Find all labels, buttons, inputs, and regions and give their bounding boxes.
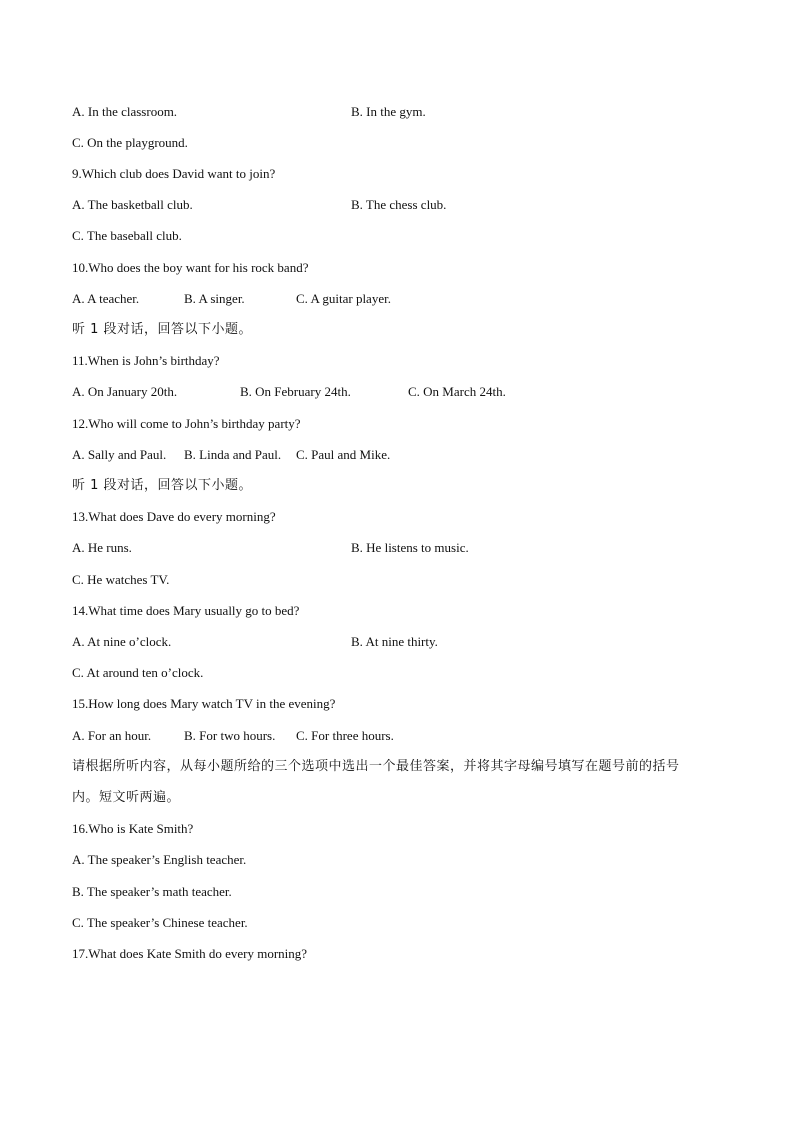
q10-option-a: A. A teacher. (72, 291, 140, 306)
q8-option-a: A. In the classroom. (72, 104, 178, 119)
q10-stem: 10.Who does the boy want for his rock band? (72, 260, 309, 275)
q9-option-b: B. The chess club. (351, 197, 447, 212)
q16-option-b: B. The speaker’s math teacher. (72, 884, 232, 899)
q8-option-b: B. In the gym. (351, 104, 426, 119)
q13-options-row-1 (72, 540, 469, 556)
q8-option-c: C. On the playground. (72, 135, 188, 150)
q15-option-b: B. For two hours. (184, 728, 276, 743)
q12-options-row (72, 447, 391, 463)
q14-options-row-1 (72, 634, 438, 650)
q16-stem: 16.Who is Kate Smith? (72, 821, 194, 836)
q15-option-a: A. For an hour. (72, 728, 152, 743)
q17-stem: 17.What does Kate Smith do every morning? (72, 946, 308, 961)
q10-options-row (72, 291, 391, 307)
q9-option-c: C. The baseball club. (72, 228, 182, 243)
q13-option-b: B. He listens to music. (351, 540, 469, 555)
q16-option-c: C. The speaker’s Chinese teacher. (72, 915, 248, 930)
q15-option-c: C. For three hours. (296, 728, 394, 743)
q14-option-a: A. At nine o’clock. (72, 634, 172, 649)
q13-option-c: C. He watches TV. (72, 572, 170, 587)
q12-option-c: C. Paul and Mike. (296, 447, 391, 462)
q11-option-a: A. On January 20th. (72, 384, 178, 399)
q11-option-b: B. On February 24th. (240, 384, 351, 399)
q14-option-b: B. At nine thirty. (351, 634, 438, 649)
q15-stem: 15.How long does Mary watch TV in the evening? (72, 696, 336, 711)
q9-option-a: A. The basketball club. (72, 197, 193, 212)
q10-option-b: B. A singer. (184, 291, 245, 306)
q15-options-row (72, 728, 394, 744)
q12-option-a: A. Sally and Paul. (72, 447, 167, 462)
section-instruction-passage-line-2: 内。短文听两遍。 (72, 790, 181, 805)
q11-options-row (72, 384, 506, 400)
q11-option-c: C. On March 24th. (408, 384, 506, 399)
q12-option-b: B. Linda and Paul. (184, 447, 282, 462)
q9-options-row-1 (72, 197, 447, 213)
q11-stem: 11.When is John’s birthday? (72, 353, 220, 368)
q13-stem: 13.What does Dave do every morning? (72, 509, 276, 524)
section-instruction-dialog-1: 听 1 段对话，回答以下小题。 (72, 322, 253, 337)
q14-stem: 14.What time does Mary usually go to bed? (72, 603, 300, 618)
q8-options-row-1 (72, 104, 426, 120)
q16-option-a: A. The speaker’s English teacher. (72, 852, 247, 867)
q9-stem: 9.Which club does David want to join? (72, 166, 276, 181)
section-instruction-passage-line-1: 请根据所听内容，从每小题所给的三个选项中选出一个最佳答案，并将其字母编号填写在题号前的括号 (72, 759, 680, 774)
q13-option-a: A. He runs. (72, 540, 132, 555)
q12-stem: 12.Who will come to John’s birthday party? (72, 416, 301, 431)
q10-option-c: C. A guitar player. (296, 291, 391, 306)
q14-option-c: C. At around ten o’clock. (72, 665, 204, 680)
section-instruction-dialog-2: 听 1 段对话，回答以下小题。 (72, 478, 253, 493)
